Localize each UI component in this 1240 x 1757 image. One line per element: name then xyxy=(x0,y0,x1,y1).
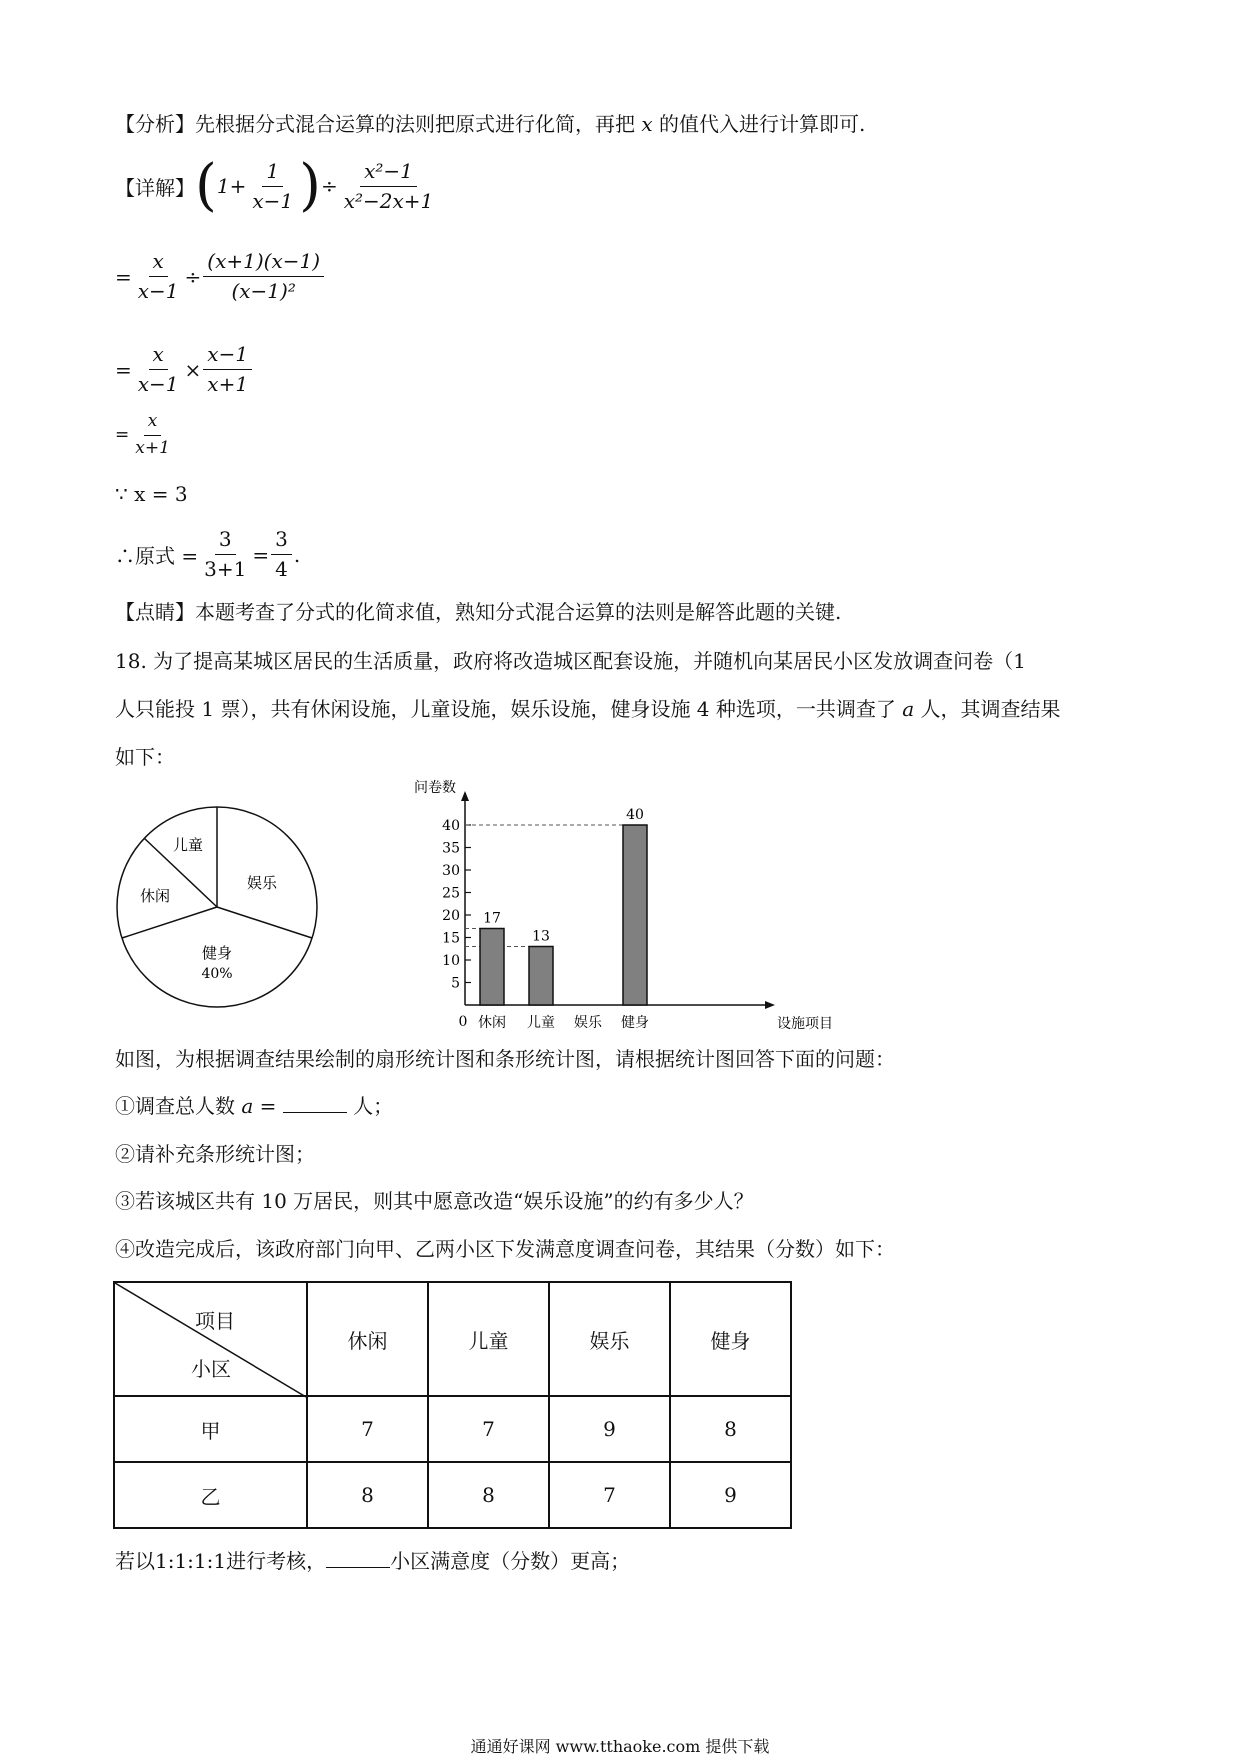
y-tick-label: 20 xyxy=(442,908,460,924)
bar-value-label: 17 xyxy=(483,910,501,927)
because-line: ∵ x = 3 xyxy=(115,482,188,506)
table-cell: 8 xyxy=(670,1396,791,1462)
therefore-frac1: $\frac{3}{3+1}$ xyxy=(204,527,247,581)
bar xyxy=(529,947,553,1006)
table-cell: 7 xyxy=(549,1462,670,1528)
bar xyxy=(623,825,647,1005)
analysis-text-after: 的值代入进行计算即可. xyxy=(659,112,866,136)
y-tick-label: 15 xyxy=(442,930,460,947)
category-label: 健身 xyxy=(621,1015,649,1031)
bar-xlabel: 设施项目 xyxy=(777,1016,833,1032)
pie-label-leisure: 休闲 xyxy=(139,887,171,905)
y-tick-label: 5 xyxy=(451,975,460,992)
sub1-blank[interactable] xyxy=(283,1092,347,1113)
table-row-name: 乙 xyxy=(114,1462,307,1528)
bar-value-label: 13 xyxy=(532,928,550,945)
pie-label-entertainment: 娱乐 xyxy=(246,874,278,892)
table-cell: 8 xyxy=(428,1462,549,1528)
bar-x-arrow xyxy=(765,1001,775,1009)
table-header-cell: 休闲 xyxy=(307,1282,428,1396)
detail-step1 xyxy=(115,250,326,303)
bar-ylabel: 问卷数 xyxy=(414,780,456,796)
table-header-cell: 娱乐 xyxy=(549,1282,670,1396)
therefore-frac2: $\frac{3}{4}$ xyxy=(271,528,292,581)
table-row xyxy=(114,1462,791,1528)
step0-frac1: $\frac{1}{x-1}$ xyxy=(252,158,294,213)
bar-value-label: 40 xyxy=(626,807,644,823)
q18-var: a xyxy=(902,697,915,721)
pie-divider-right xyxy=(217,907,312,938)
last-line: 若以1:1:1:1进行考核， 小区满意度（分数）更高； xyxy=(115,1549,631,1573)
detail-step2 xyxy=(115,343,254,396)
sub1-var: a xyxy=(241,1094,254,1118)
sub3-line: ③若该城区共有 10 万居民，则其中愿意改造“娱乐设施”的约有多少人？ xyxy=(115,1189,754,1213)
therefore-end: . xyxy=(293,542,301,567)
table-header-row xyxy=(114,1282,791,1396)
table-cell: 7 xyxy=(428,1396,549,1462)
table-row-name: 甲 xyxy=(114,1396,307,1462)
detail-step0 xyxy=(115,153,439,218)
y-tick-label: 25 xyxy=(442,885,460,902)
analysis-line xyxy=(115,108,865,137)
step0-one: 1+ xyxy=(216,174,247,198)
bar-y-arrow xyxy=(461,791,469,801)
sub1-line: ①调查总人数 a = 人； xyxy=(115,1094,394,1118)
q18-line1: 18. 为了提高某城区居民的生活质量，政府将改造城区配套设施，并随机向某居民小区发放调查问卷（1 xyxy=(115,649,1026,673)
table-cell: 8 xyxy=(307,1462,428,1528)
step2-frac2: $\frac{x-1}{x+1}$ xyxy=(203,343,252,396)
bar-chart xyxy=(395,775,833,1035)
comment-line xyxy=(115,596,841,625)
analysis-label: 【分析】 xyxy=(115,112,195,136)
satisfaction-table xyxy=(113,1281,792,1529)
left-paren: ( xyxy=(195,153,217,218)
q18-line2: 人只能投 1 票），共有休闲设施，儿童设施，娱乐设施，健身设施 4 种选项，一共调查了 a 人，其调查结果 xyxy=(115,697,1061,721)
right-paren: ) xyxy=(299,153,321,218)
step2-mul: × xyxy=(184,357,202,382)
table-cell: 9 xyxy=(549,1396,670,1462)
step0-div: ÷ xyxy=(320,174,338,198)
y-tick-label: 40 xyxy=(442,818,460,834)
comment-label: 【点睛】 xyxy=(115,600,195,624)
step1-frac1: $\frac{x}{x-1}$ xyxy=(137,249,179,303)
step1-eq: = xyxy=(115,264,132,289)
table-header-cell: 儿童 xyxy=(428,1282,549,1396)
analysis-text-before: 先根据分式混合运算的法则把原式进行化简，再把 xyxy=(195,112,635,136)
last-line-blank[interactable] xyxy=(326,1547,390,1568)
category-label: 儿童 xyxy=(527,1015,555,1031)
pie-label-children: 儿童 xyxy=(172,836,204,854)
table-cell: 7 xyxy=(307,1396,428,1462)
table-cell: 9 xyxy=(670,1462,791,1528)
category-label: 休闲 xyxy=(478,1015,506,1031)
therefore-line xyxy=(115,528,300,581)
q18-line3: 如下： xyxy=(115,745,175,769)
step3-frac: $\frac{x}{x+1}$ xyxy=(135,411,170,458)
intro-line: 如图，为根据调查结果绘制的扇形统计图和条形统计图，请根据统计图回答下面的问题： xyxy=(115,1047,895,1071)
y-tick-label: 35 xyxy=(442,840,460,857)
y-tick-label: 30 xyxy=(442,863,460,879)
detail-step3 xyxy=(115,412,176,458)
comment-text: 本题考查了分式的化简求值，熟知分式混合运算的法则是解答此题的关键. xyxy=(195,600,842,624)
table-row xyxy=(114,1396,791,1462)
table-corner-top: 项目 xyxy=(195,1309,235,1333)
step2-eq: = xyxy=(115,357,132,382)
step1-frac2: $\frac{(x+1)(x-1)}{\text{(x−1)²}}$ xyxy=(203,250,324,303)
footer: 通通好课网 www.tthaoke.com 提供下载 xyxy=(470,1737,770,1756)
sub2-line: ②请补充条形统计图； xyxy=(115,1142,315,1166)
analysis-var: x xyxy=(641,112,653,136)
table-corner-cell xyxy=(114,1282,307,1396)
therefore-prefix: ∴原式 = xyxy=(115,544,199,568)
pie-divider-left xyxy=(122,907,217,938)
pie-label-fitness: 健身 xyxy=(201,944,233,962)
table-header-cell: 健身 xyxy=(670,1282,791,1396)
step0-frac2: $\frac{\text{x²−1}}{\text{x²−2x+1}}$ xyxy=(343,158,434,213)
y-tick-label: 10 xyxy=(442,953,460,969)
table-corner-bottom: 小区 xyxy=(191,1357,231,1381)
sub4-line: ④改造完成后，该政府部门向甲、乙两小区下发满意度调查问卷，其结果（分数）如下： xyxy=(115,1237,895,1261)
therefore-eq: = xyxy=(252,542,270,567)
bar-origin: 0 xyxy=(458,1014,468,1030)
step3-eq: = xyxy=(115,425,130,446)
pie-label-fitness-percent: 40% xyxy=(201,966,233,982)
step2-frac1: $\frac{x}{x-1}$ xyxy=(137,342,179,396)
category-label: 娱乐 xyxy=(574,1015,602,1031)
pie-chart xyxy=(110,800,325,1015)
bar xyxy=(480,929,504,1006)
step1-div: ÷ xyxy=(184,264,202,289)
detail-label: 【详解】 xyxy=(115,175,195,200)
